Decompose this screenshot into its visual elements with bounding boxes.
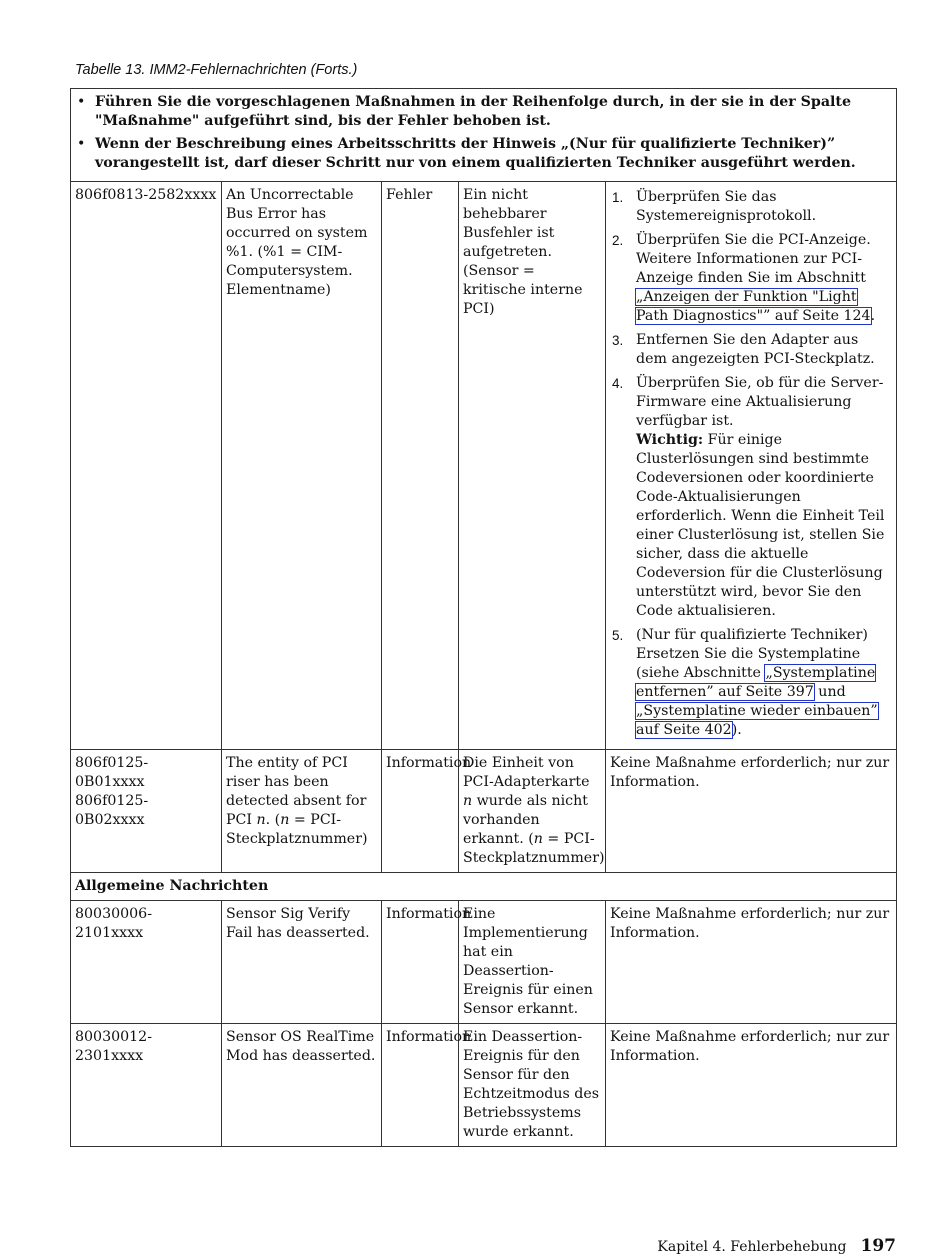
table-row: [71, 901, 897, 1024]
error-messages-table: [70, 88, 897, 1147]
action-cell: Keine Maßnahme erforderlich; nur zur Information.: [606, 750, 897, 873]
notes-row: [71, 89, 897, 182]
action-list: [610, 188, 892, 740]
note-text: Wenn der Beschreibung eines Arbeitsschritts der Hinweis „(Nur für qualifizierte Techniker)” vorangestellt ist, darf dieser Schritt nur von einem qualifizierten Techniker ausgeführt werden.: [95, 136, 856, 171]
table-row: [71, 1024, 897, 1147]
action-cell: [606, 182, 897, 750]
page-number: 197: [860, 1236, 896, 1256]
severity-cell: Information: [382, 750, 459, 873]
section-row: [71, 873, 897, 901]
chapter-title: Kapitel 4. Fehlerbehebung: [657, 1239, 847, 1255]
table-row: [71, 182, 897, 750]
note-item: • Wenn der Beschreibung eines Arbeitsschritts der Hinweis „(Nur für qualifizierte Techniker)” vorangestellt ist, darf dieser Schritt nur von einem qualifizierten Techniker ausgeführt werden.: [77, 136, 856, 171]
section-heading: Allgemeine Nachrichten: [71, 873, 897, 901]
message-cell: An Uncorrectable Bus Error has occurred on system %1. (%1 = CIM-Computersystem. Elementname): [222, 182, 382, 750]
action-cell: Keine Maßnahme erforderlich; nur zur Information.: [606, 901, 897, 1024]
important-label: Wichtig:: [636, 432, 704, 448]
action-step: 4. Überprüfen Sie, ob für die Server-Firmware eine Aktualisierung verfügbar ist. Wichtig: Für einige Clusterlösungen sind bestimmte Codeversionen oder koordinierte Code-Aktualisierungen erforderlich. Wenn die Einheit Teil einer Clusterlösung ist, stellen Sie sicher, dass die aktuelle Codeversion für die Clusterlösung unterstützt wird, bevor Sie den Code aktualisieren.: [612, 375, 885, 619]
event-id-cell: 806f0813-2582xxxx: [71, 182, 222, 750]
message-cell: The entity of PCI riser has been detected absent for PCI n. (n = PCI-Steckplatznummer): [222, 750, 382, 873]
severity-cell: Fehler: [382, 182, 459, 750]
description-cell: Eine Implementierung hat ein Deassertion-Ereignis für einen Sensor erkannt.: [459, 901, 606, 1024]
cross-reference-link[interactable]: „Anzeigen der Funktion "Light Path Diagnostics"” auf Seite 124: [636, 289, 871, 324]
description-cell: Ein nicht behebbarer Busfehler ist aufgetreten. (Sensor = kritische interne PCI): [459, 182, 606, 750]
cross-reference-link[interactable]: „Systemplatine entfernen” auf Seite 397: [636, 665, 876, 700]
note-text: Führen Sie die vorgeschlagenen Maßnahmen in der Reihenfolge durch, in der sie in der Spalte "Maßnahme" aufgeführt sind, bis der Fehler behoben ist.: [95, 94, 852, 129]
action-cell: Keine Maßnahme erforderlich; nur zur Information.: [606, 1024, 897, 1147]
description-cell: Ein Deassertion-Ereignis für den Sensor für den Echtzeitmodus des Betriebssystems wurde erkannt.: [459, 1024, 606, 1147]
note-item: • Führen Sie die vorgeschlagenen Maßnahmen in der Reihenfolge durch, in der sie in der Spalte "Maßnahme" aufgeführt sind, bis der Fehler behoben ist.: [77, 94, 852, 129]
table-caption: Tabelle 13. IMM2-Fehlernachrichten (Forts.): [75, 62, 358, 78]
event-id-cell: 80030012-2301xxxx: [71, 1024, 222, 1147]
table-row: [71, 750, 897, 873]
action-step: 5. (Nur für qualifizierte Techniker) Ersetzen Sie die Systemplatine (siehe Abschnitte „Systemplatine entfernen” auf Seite 397 und „Systemplatine wieder einbauen” auf Seite 402).: [612, 627, 878, 738]
notes-cell: [71, 89, 897, 182]
action-step: 2. Überprüfen Sie die PCI-Anzeige. Weitere Informationen zur PCI-Anzeige finden Sie im Abschnitt „Anzeigen der Funktion "Light Path Diagnostics"” auf Seite 124.: [612, 232, 876, 324]
action-step: 1. Überprüfen Sie das Systemereignisprotokoll.: [612, 189, 817, 224]
page-footer: [657, 1236, 896, 1256]
event-id-cell: 80030006-2101xxxx: [71, 901, 222, 1024]
event-id-cell: 806f0125-0B01xxxx 806f0125-0B02xxxx: [71, 750, 222, 873]
description-cell: Die Einheit von PCI-Adapterkarte n wurde als nicht vorhanden erkannt. (n = PCI-Steckplatznummer): [459, 750, 606, 873]
message-cell: Sensor Sig Verify Fail has deasserted.: [222, 901, 382, 1024]
severity-cell: Information: [382, 901, 459, 1024]
severity-cell: Information: [382, 1024, 459, 1147]
action-step: 3. Entfernen Sie den Adapter aus dem angezeigten PCI-Steckplatz.: [612, 332, 875, 367]
message-cell: Sensor OS RealTime Mod has deasserted.: [222, 1024, 382, 1147]
cross-reference-link[interactable]: „Systemplatine wieder einbauen” auf Seite 402: [636, 703, 878, 738]
